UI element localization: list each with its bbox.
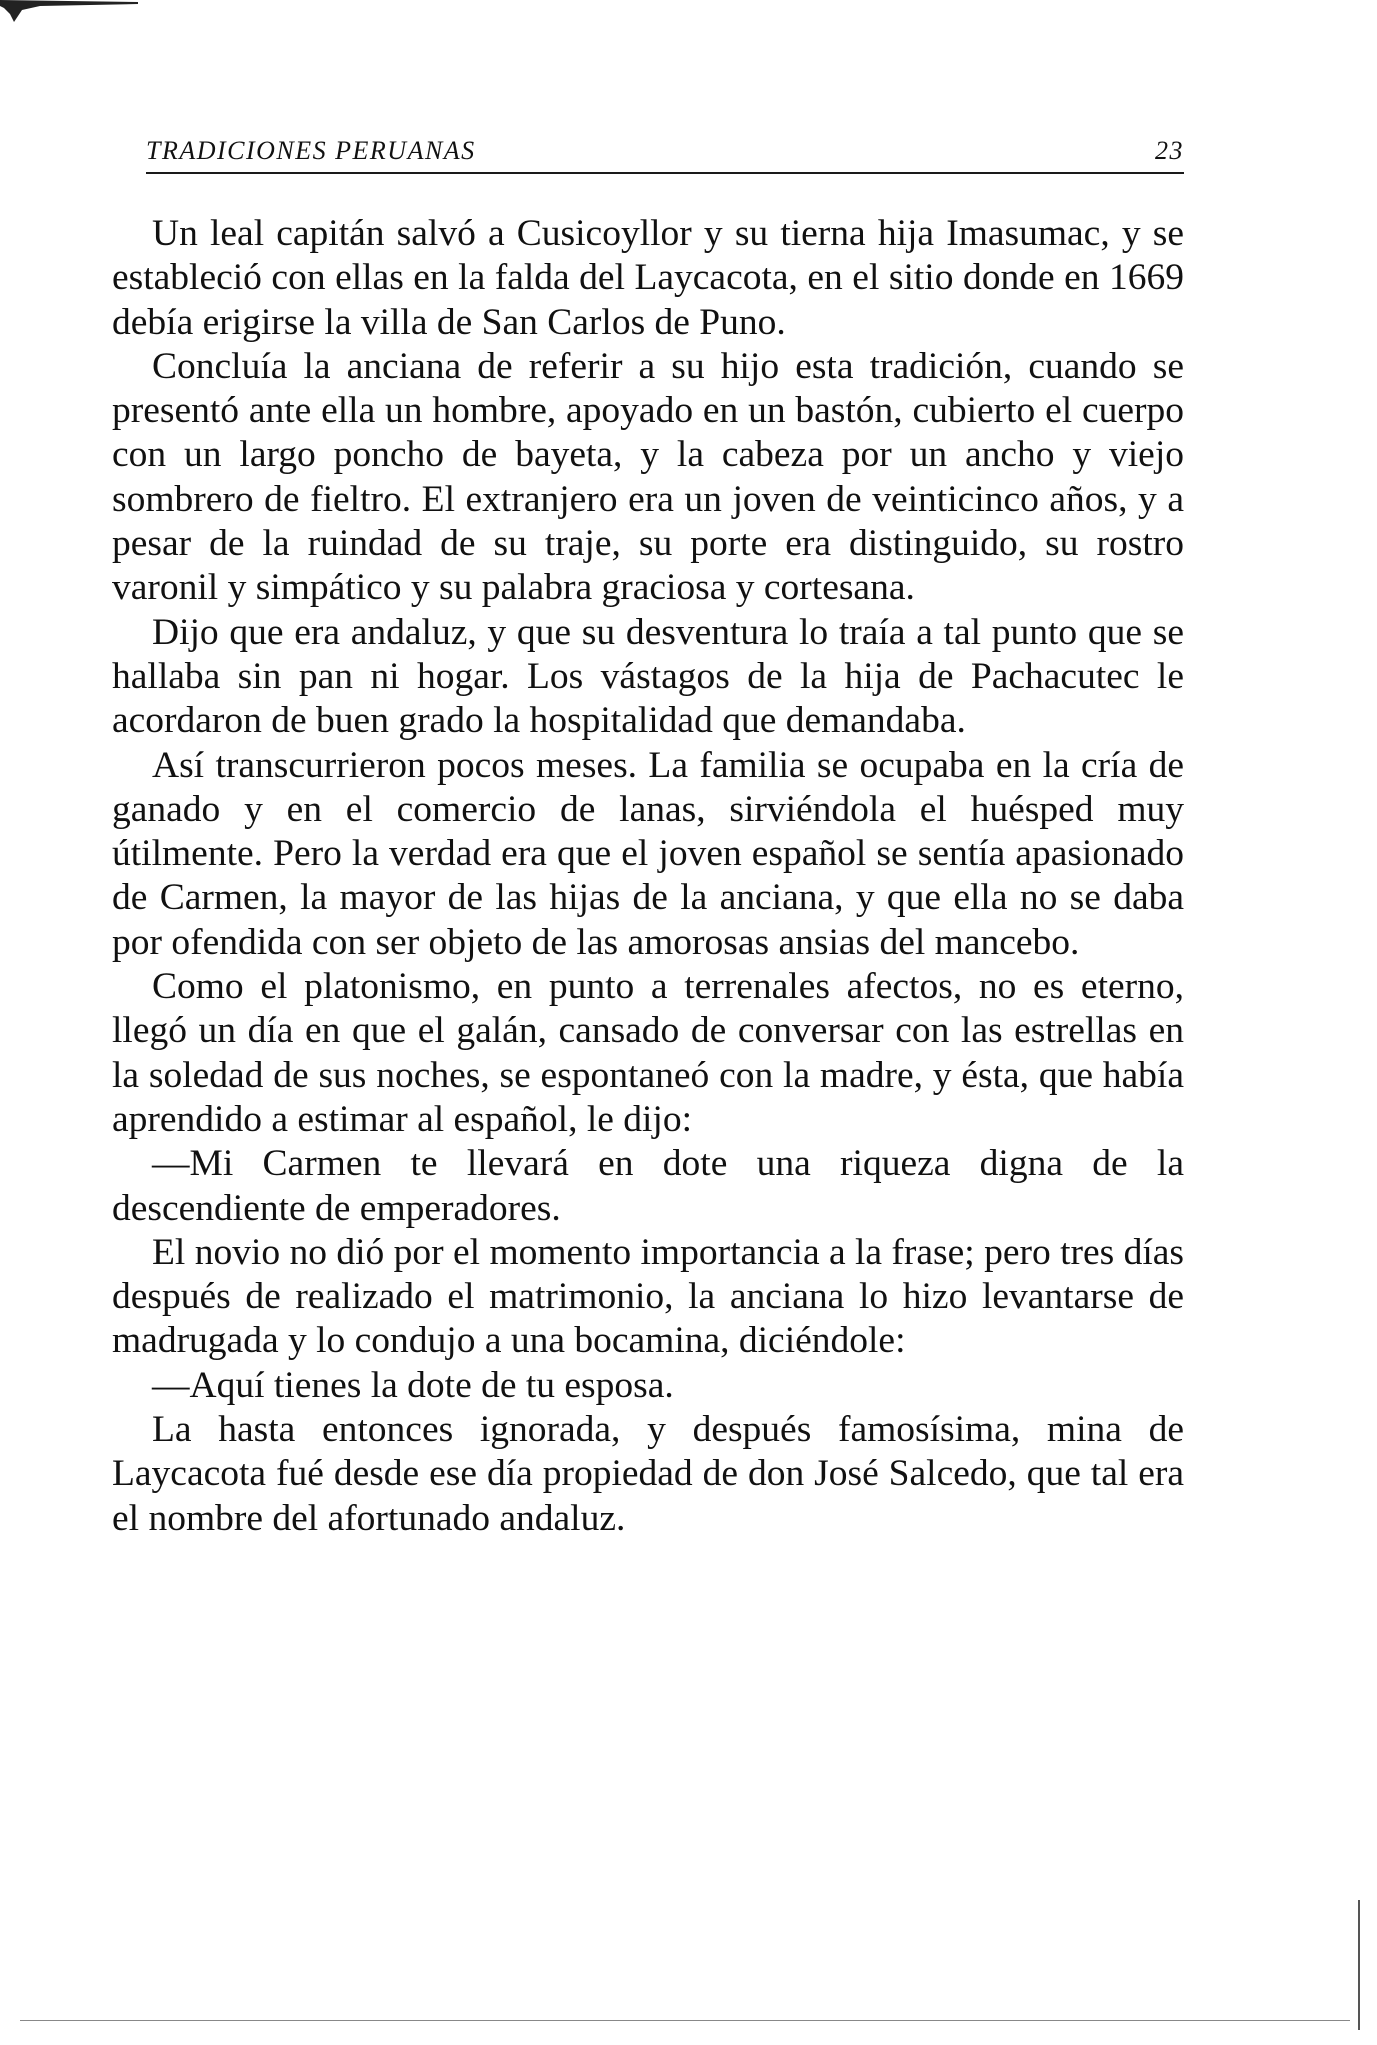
paragraph: Un leal capitán salvó a Cusicoyllor y su tierna hija Imasumac, y se estableció con ellas en la falda del Laycacota, en el sitio donde en 1669 debía erigirse la villa de San Carlos de Puno.	[112, 213, 1184, 343]
page-bottom-rule	[20, 2020, 1350, 2021]
corner-ink-mark	[0, 0, 140, 30]
dialogue-paragraph: —Aquí tienes la dote de tu esposa.	[152, 1364, 674, 1406]
paragraph: El novio no dió por el momento importancia a la frase; pero tres días después de realizado el matrimonio, la anciana lo hizo levantarse de madrugada y lo condujo a una bocamina, diciéndole:	[112, 1231, 1185, 1362]
running-head	[146, 132, 1184, 174]
running-title: TRADICIONES PERUANAS	[146, 136, 476, 165]
paragraph: Dijo que era andaluz, y que su desventura lo traía a tal punto que se hallaba sin pan ni hogar. Los vástagos de la hija de Pachacutec le acordaron de buen grado la hospitalidad que demandaba.	[112, 611, 1184, 742]
page-edge-mark	[1358, 1900, 1360, 2030]
paragraph: Así transcurrieron pocos meses. La familia se ocupaba en la cría de ganado y en el comercio de lanas, sirviéndola el huésped muy útilmente. Pero la verdad era que el joven español se sentía apasionado de Carmen, la mayor de las hijas de la anciana, y que ella no se daba por ofendida con ser objeto de las amorosas ansias del mancebo.	[112, 744, 1184, 963]
body-text	[112, 212, 1184, 1541]
paragraph: Como el platonismo, en punto a terrenales afectos, no es eterno, llegó un día en que el galán, cansado de conversar con las estrellas en la soledad de sus noches, se espontaneó con la madre, y ésta, que había aprendido a estimar al español, le dijo:	[112, 966, 1184, 1140]
dialogue-paragraph: —Mi Carmen te llevará en dote una riqueza digna de la descendiente de emperadores.	[112, 1143, 1184, 1229]
page-number: 23	[1155, 136, 1184, 165]
paragraph: La hasta entonces ignorada, y después famosísima, mina de Laycacota fué desde ese día propiedad de don José Salcedo, que tal era el nombre del afortunado andaluz.	[112, 1409, 1184, 1539]
paragraph: Concluía la anciana de referir a su hijo esta tradición, cuando se presentó ante ella un hombre, apoyado en un bastón, cubierto el cuerpo con un largo poncho de bayeta, y la cabeza por un ancho y viejo sombrero de fieltro. El extranjero era un joven de veinticinco años, y a pesar de la ruindad de su traje, su porte era distinguido, su rostro varonil y simpático y su palabra graciosa y cortesana.	[112, 345, 1184, 609]
